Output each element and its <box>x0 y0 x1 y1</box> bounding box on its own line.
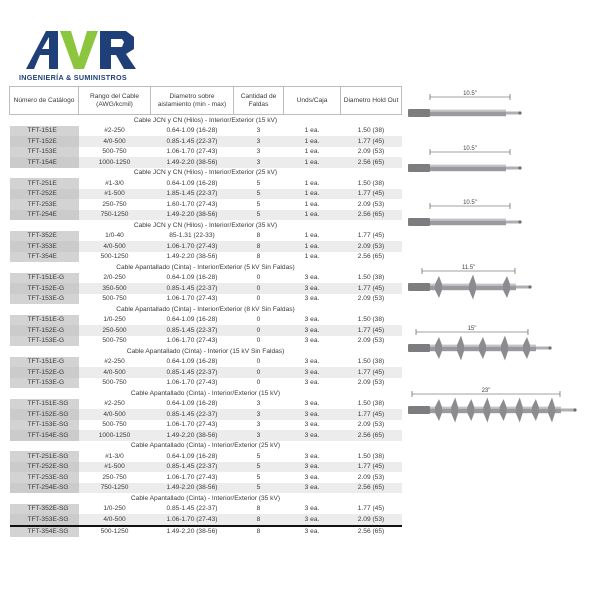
table-cell: 3 ea. <box>284 514 341 526</box>
table-cell: 3 <box>256 400 261 408</box>
table-cell: 3 <box>256 127 261 135</box>
table-cell: 3 ea. <box>304 473 320 481</box>
section-title: Cable Apantallado (Cinta) - Interior/Exterior (8 kV Sin Faldas) <box>10 304 402 315</box>
table-row <box>10 231 402 242</box>
section-header-row <box>10 441 402 452</box>
table-cell: 2.09 (53) <box>341 514 402 526</box>
table-cell: 3 ea. <box>304 358 320 366</box>
table-cell: 1 ea. <box>304 179 320 187</box>
table-cell: TFT-152E-G <box>10 325 79 336</box>
table-cell: 0 <box>256 358 261 366</box>
section-title: Cable Apantallado (Cinta) - Interior (15 kV Sin Faldas) <box>10 346 402 357</box>
table-cell: 3 ea. <box>304 274 320 282</box>
table-cell: 500-1250 <box>79 526 151 538</box>
table-cell: TFT-152E-SG <box>10 409 79 420</box>
table-cell: 2.56 (65) <box>341 157 402 168</box>
table-cell: 3 <box>234 430 284 441</box>
section-title: Cable JCN y CN (Hilos) - Interior/Exterior (15 kV) <box>10 115 402 126</box>
table-cell: 3 ea. <box>304 379 320 387</box>
termination-base <box>408 344 430 352</box>
table-cell: TFT-151E-G <box>10 273 79 284</box>
table-cell: 0.85-1.45 (22-37) <box>151 325 234 336</box>
table-cell: 1.06-1.70 (27-43) <box>166 473 218 481</box>
table-cell: 500-750 <box>102 295 127 303</box>
table-cell: 1.77 (45) <box>357 505 385 513</box>
table-cell: 1.85-1.45 (22-37) <box>151 189 234 200</box>
table-cell: 0.85-1.45 (22-37) <box>151 462 234 473</box>
table-cell: #1-500 <box>79 462 151 473</box>
table-row <box>10 252 402 263</box>
table-row <box>10 526 402 538</box>
table-cell: TFT-153E <box>10 147 79 158</box>
table-cell: 1.60-1.70 (27-43) <box>166 200 218 208</box>
table-cell: 3 <box>256 421 261 429</box>
skirt-shape <box>523 337 530 359</box>
table-cell: 1.06-1.70 (27-43) <box>166 148 218 156</box>
lug-end <box>518 220 521 223</box>
table-cell: 500-750 <box>102 337 127 345</box>
table-cell: 1000-1250 <box>79 430 151 441</box>
termination-base <box>408 164 430 172</box>
table-cell: TFT-152E-G <box>10 283 79 294</box>
table-cell: 1/0-250 <box>103 505 126 513</box>
table-cell: TFT-352E-SG <box>10 504 79 515</box>
table-cell: 1 ea. <box>284 136 341 147</box>
column-header: Cantidad de Faldas <box>234 87 284 115</box>
table-cell: 1 ea. <box>284 157 341 168</box>
table-cell: 1/0-250 <box>103 316 126 324</box>
table-cell: TFT-154E-SG <box>10 430 79 441</box>
column-header: Unds/Caja <box>284 87 341 115</box>
table-cell: 3 <box>256 148 261 156</box>
dimension-label: 10.5" <box>463 91 477 97</box>
table-cell: TFT-154E <box>10 157 79 168</box>
table-row <box>10 514 402 526</box>
table-cell: 5 <box>234 462 284 473</box>
table-cell: 500-750 <box>102 148 127 156</box>
table-cell: 0 <box>256 274 261 282</box>
table-cell: TFT-254E-SG <box>10 483 79 494</box>
table-row <box>10 136 402 147</box>
table-cell: TFT-253E <box>10 199 79 210</box>
table-cell: 1 ea. <box>304 148 320 156</box>
section-header-row <box>10 168 402 179</box>
table-cell: 2.56 (65) <box>341 526 402 538</box>
dimension-label: 11.5" <box>461 265 476 271</box>
section-header-row <box>10 346 402 357</box>
table-row <box>10 504 402 515</box>
cable-conductor <box>506 221 520 224</box>
cable-conductor <box>506 112 520 115</box>
table-cell: #2-250 <box>104 127 125 135</box>
column-header: Número de Catálogo <box>10 87 79 115</box>
table-cell: 3 ea. <box>304 337 320 345</box>
table-cell: TFT-353E <box>10 241 79 252</box>
table-cell: 0.64-1.09 (16-28) <box>166 127 218 135</box>
table-cell: 4/0-500 <box>79 514 151 526</box>
skirt-shape <box>435 399 442 421</box>
section-header-row <box>10 220 402 231</box>
skirt-shape <box>467 399 474 421</box>
table-cell: 2.56 (65) <box>341 483 402 494</box>
table-cell: #2-250 <box>104 358 125 366</box>
table-cell: TFT-151E-G <box>10 357 79 368</box>
table-cell: TFT-354E <box>10 252 79 263</box>
table-cell: 0.64-1.09 (16-28) <box>166 179 218 187</box>
column-header: Rango del Cable (AWG/kcmil) <box>79 87 151 115</box>
table-cell: 1.49-2.20 (38-56) <box>151 157 234 168</box>
section-title: Cable Apantallado (Cinta) - Interior/Exterior (35 kV) <box>10 493 402 504</box>
table-cell: TFT-352E <box>10 231 79 242</box>
table-cell: 1.77 (45) <box>341 367 402 378</box>
table-cell: 5 <box>256 473 261 481</box>
skirt-shape <box>500 399 507 421</box>
table-cell: 1.50 (38) <box>357 358 385 366</box>
table-cell: 1.06-1.70 (27-43) <box>166 295 218 303</box>
table-cell: 0.85-1.45 (22-37) <box>166 505 218 513</box>
dimension-label: 10.5" <box>463 146 477 152</box>
section-header-row <box>10 304 402 315</box>
skirt-shape <box>451 398 458 423</box>
table-cell: 0.85-1.45 (22-37) <box>151 283 234 294</box>
section-title: Cable JCN y CN (Hilos) - Interior/Exterior (35 kV) <box>10 220 402 231</box>
table-cell: TFT-151E <box>10 126 79 137</box>
termination-highlight <box>430 110 506 112</box>
table-cell: 1 ea. <box>284 241 341 252</box>
table-cell: 3 <box>234 136 284 147</box>
table-cell: 1 ea. <box>304 253 320 261</box>
table-row <box>10 409 402 420</box>
skirt-shape <box>516 398 523 423</box>
table-cell: TFT-152E-G <box>10 367 79 378</box>
table-cell: TFT-152E <box>10 136 79 147</box>
table-cell: TFT-153E-G <box>10 294 79 305</box>
table-cell: 1.50 (38) <box>357 316 385 324</box>
lug-end <box>518 111 521 114</box>
table-cell: 0.64-1.09 (16-28) <box>166 316 218 324</box>
table-row <box>10 399 402 410</box>
table-cell: 1.50 (38) <box>357 274 385 282</box>
table-cell: 750-1250 <box>79 210 151 221</box>
table-cell: 0 <box>234 325 284 336</box>
table-cell: 2.09 (53) <box>357 421 385 429</box>
table-cell: TFT-252E <box>10 189 79 200</box>
table-cell: 8 <box>256 253 261 261</box>
table-cell: 1.77 (45) <box>357 232 385 240</box>
table-cell: 2.09 (53) <box>357 148 385 156</box>
table-cell: #2-250 <box>104 400 125 408</box>
column-header: Diametro sobre aislamiento (min - max) <box>151 87 234 115</box>
table-cell: 3 <box>234 409 284 420</box>
section-header-row <box>10 493 402 504</box>
table-cell: 3 ea. <box>304 400 320 408</box>
table-row <box>10 157 402 168</box>
table-row <box>10 126 402 137</box>
table-cell: 3 ea. <box>304 421 320 429</box>
skirt-shape <box>483 398 490 423</box>
table-row <box>10 199 402 210</box>
table-cell: 5 <box>234 483 284 494</box>
table-cell: 500-750 <box>102 421 127 429</box>
table-row <box>10 462 402 473</box>
section-header-row <box>10 262 402 273</box>
table-cell: 1.77 (45) <box>341 189 402 200</box>
table-header-row <box>10 87 402 115</box>
table-cell: 3 ea. <box>304 316 320 324</box>
table-cell: 5 <box>234 210 284 221</box>
section-header-row <box>10 388 402 399</box>
table-cell: 2.56 (65) <box>341 210 402 221</box>
table-cell: 1 ea. <box>304 200 320 208</box>
table-row <box>10 430 402 441</box>
table-cell: 0 <box>256 295 261 303</box>
avr-logo-mark <box>18 25 158 75</box>
table-cell: 2.09 (53) <box>357 337 385 345</box>
table-cell: 1.49-2.20 (38-56) <box>166 253 218 261</box>
termination-base <box>408 283 430 291</box>
table-cell: 3 ea. <box>284 526 341 538</box>
table-cell: 500-750 <box>102 379 127 387</box>
termination-highlight <box>430 165 506 167</box>
table-cell: 5 <box>256 200 261 208</box>
skirt-shape <box>532 399 539 421</box>
table-cell: 4/0-500 <box>79 241 151 252</box>
table-cell: 5 <box>256 452 261 460</box>
table-cell: 1.50 (38) <box>357 400 385 408</box>
table-cell: 1.06-1.70 (27-43) <box>166 379 218 387</box>
table-cell: 1 ea. <box>284 189 341 200</box>
table-cell: 350-500 <box>79 283 151 294</box>
table-cell: 1.06-1.70 (27-43) <box>166 421 218 429</box>
table-row <box>10 189 402 200</box>
table-cell: TFT-153E-G <box>10 378 79 389</box>
table-cell: 250-750 <box>102 200 127 208</box>
table-cell: 8 <box>256 232 261 240</box>
table-cell: 2.09 (53) <box>357 473 385 481</box>
table-row <box>10 378 402 389</box>
table-row <box>10 147 402 158</box>
table-cell: TFT-153E-G <box>10 336 79 347</box>
table-cell: 1000-1250 <box>79 157 151 168</box>
table-cell: 0 <box>256 379 261 387</box>
table-row <box>10 420 402 431</box>
table-cell: 500-1250 <box>100 253 129 261</box>
table-row <box>10 241 402 252</box>
table-cell: 4/0-500 <box>79 367 151 378</box>
table-cell: 3 ea. <box>284 325 341 336</box>
table-cell: 2.09 (53) <box>357 295 385 303</box>
table-cell: TFT-353E-SG <box>10 514 79 526</box>
section-header-row <box>10 115 402 126</box>
table-cell: #1-500 <box>79 189 151 200</box>
table-cell: 0 <box>256 316 261 324</box>
table-cell: 2.09 (53) <box>357 200 385 208</box>
lug-end <box>573 408 576 411</box>
product-table <box>9 86 402 537</box>
table-cell: TFT-253E-SG <box>10 472 79 483</box>
table-row <box>10 336 402 347</box>
table-cell: 4/0-500 <box>79 136 151 147</box>
table-row <box>10 483 402 494</box>
table-cell: 0.64-1.09 (16-28) <box>166 400 218 408</box>
skirt-shape <box>501 336 508 361</box>
table-cell: 0.64-1.09 (16-28) <box>166 452 218 460</box>
table-row <box>10 294 402 305</box>
table-cell: 0.85-1.45 (22-37) <box>151 409 234 420</box>
section-title: Cable JCN y CN (Hilos) - Interior/Exterior (25 kV) <box>10 168 402 179</box>
table-cell: 3 ea. <box>284 409 341 420</box>
dimension-label: 23" <box>481 388 491 394</box>
table-cell: 3 ea. <box>304 505 320 513</box>
table-cell: TFT-151E-SG <box>10 399 79 410</box>
table-cell: 1.77 (45) <box>341 409 402 420</box>
skirt-shape <box>457 336 464 361</box>
table-row <box>10 283 402 294</box>
table-cell: 1.49-2.20 (38-56) <box>151 430 234 441</box>
table-cell: 0.85-1.45 (22-37) <box>151 136 234 147</box>
table-body <box>10 115 402 538</box>
cable-conductor <box>506 167 520 170</box>
table-cell: 1.50 (38) <box>357 452 385 460</box>
table-cell: 1.06-1.70 (27-43) <box>166 337 218 345</box>
table-cell: 85-1.31 (22-33) <box>169 232 215 240</box>
table-cell: TFT-252E-SG <box>10 462 79 473</box>
table-cell: 1.49-2.20 (38-56) <box>151 526 234 538</box>
table-cell: 1.06-1.70 (27-43) <box>151 241 234 252</box>
table-cell: TFT-251E <box>10 178 79 189</box>
table-cell: TFT-354E-SG <box>10 526 79 538</box>
cable-conductor <box>516 286 530 289</box>
table-cell: 1.06-1.70 (27-43) <box>151 514 234 526</box>
table-cell: 3 ea. <box>304 452 320 460</box>
table-cell: 1.50 (38) <box>357 179 385 187</box>
table-cell: 0.64-1.09 (16-28) <box>166 274 218 282</box>
skirt-shape <box>469 275 476 300</box>
table-cell: 250-750 <box>102 473 127 481</box>
table-cell: 8 <box>234 241 284 252</box>
table-cell: 2.56 (65) <box>341 430 402 441</box>
section-title: Cable Apantallado (Cinta) - Interior/Exterior (25 kV) <box>10 441 402 452</box>
table-cell: 2.09 (53) <box>357 379 385 387</box>
table-cell: 3 ea. <box>304 295 320 303</box>
table-cell: 750-1250 <box>79 483 151 494</box>
table-cell: 0.64-1.09 (16-28) <box>166 358 218 366</box>
terminations-drawing <box>400 86 600 426</box>
table-cell: 8 <box>234 526 284 538</box>
table-row <box>10 357 402 368</box>
table-cell: TFT-254E <box>10 210 79 221</box>
table-cell: TFT-151E-G <box>10 315 79 326</box>
skirt-shape <box>435 337 442 359</box>
table-cell: TFT-251E-SG <box>10 451 79 462</box>
table-row <box>10 210 402 221</box>
table-cell: 2.09 (53) <box>341 241 402 252</box>
table-cell: 1 ea. <box>304 232 320 240</box>
table-cell: 2/0-250 <box>103 274 126 282</box>
brand-subtitle: INGENIERÍA & SUMINISTROS <box>19 73 127 82</box>
skirt-shape <box>503 276 510 298</box>
cable-conductor <box>536 347 550 350</box>
column-header: Diametro Hold Out <box>341 87 402 115</box>
table-cell: 1.77 (45) <box>341 283 402 294</box>
table-cell: 250-500 <box>79 325 151 336</box>
table-cell: 0 <box>234 367 284 378</box>
table-cell: 4/0-500 <box>79 409 151 420</box>
dimension-label: 10.5" <box>463 200 477 206</box>
table-cell: 1.49-2.20 (38-56) <box>151 210 234 221</box>
table-cell: 3 ea. <box>284 483 341 494</box>
table-cell: 0 <box>234 283 284 294</box>
lug-end <box>528 285 531 288</box>
table-cell: 5 <box>234 189 284 200</box>
product-illustrations <box>400 86 600 426</box>
table-cell: 1.50 (38) <box>357 127 385 135</box>
table-cell: 8 <box>256 505 261 513</box>
table-cell: 3 ea. <box>284 367 341 378</box>
table-cell: 1.77 (45) <box>341 136 402 147</box>
termination-base <box>408 218 430 226</box>
table-cell: 1.77 (45) <box>341 462 402 473</box>
termination-base <box>408 109 430 117</box>
termination-base <box>408 406 430 414</box>
table-cell: #1-3/0 <box>105 452 124 460</box>
table-row <box>10 315 402 326</box>
table-cell: 2.56 (65) <box>357 253 385 261</box>
skirt-shape <box>479 337 486 359</box>
table-cell: 0.85-1.45 (22-37) <box>151 367 234 378</box>
lug-end <box>548 346 551 349</box>
table-cell: 1.49-2.20 (38-56) <box>151 483 234 494</box>
table-row <box>10 451 402 462</box>
table-cell: 5 <box>256 179 261 187</box>
table-cell: 3 ea. <box>284 283 341 294</box>
table-cell: 0 <box>256 337 261 345</box>
section-title: Cable Apantallado (Cinta) - Interior/Exterior (15 kV) <box>10 388 402 399</box>
termination-highlight <box>430 407 561 409</box>
table-cell: 3 ea. <box>284 430 341 441</box>
table-row <box>10 325 402 336</box>
table-cell: TFT-153E-SG <box>10 420 79 431</box>
table-cell: 1 ea. <box>304 127 320 135</box>
cable-conductor <box>561 409 575 412</box>
section-title: Cable Apantallado (Cinta) - Interior/Exterior (5 kV Sin Faldas) <box>10 262 402 273</box>
table-cell: 1.77 (45) <box>341 325 402 336</box>
termination-highlight <box>430 219 506 221</box>
table-cell: 3 <box>234 157 284 168</box>
table-row <box>10 273 402 284</box>
table-cell: 8 <box>234 514 284 526</box>
dimension-label: 15" <box>467 326 477 332</box>
skirt-shape <box>435 276 442 298</box>
table-cell: 1 ea. <box>284 210 341 221</box>
table-cell: 1/0-40 <box>105 232 124 240</box>
skirt-shape <box>548 398 555 423</box>
table-row <box>10 367 402 378</box>
table-row <box>10 178 402 189</box>
lug-end <box>518 166 521 169</box>
table-cell: #1-3/0 <box>105 179 124 187</box>
table-row <box>10 472 402 483</box>
table-cell: 3 ea. <box>284 462 341 473</box>
